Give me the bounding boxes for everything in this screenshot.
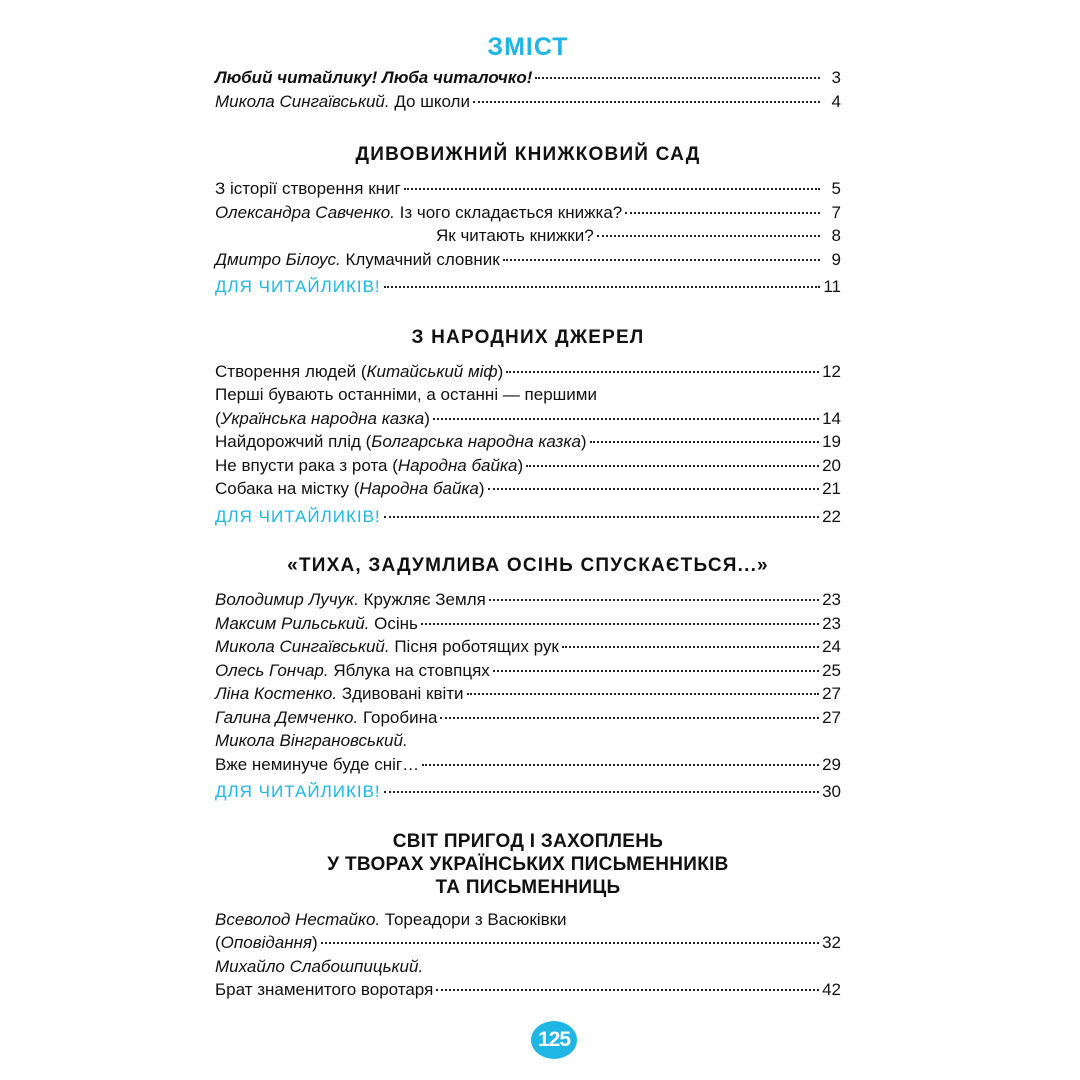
dot-leader	[436, 989, 819, 991]
toc-entry	[215, 90, 841, 114]
readers-label: ДЛЯ ЧИТАЙЛИКІВ!	[215, 782, 381, 801]
entry-title: До школи	[389, 91, 470, 111]
dot-leader	[489, 599, 819, 601]
toc-entry: (Оповідання) 32	[215, 931, 841, 955]
toc-entry	[215, 682, 841, 706]
toc-entry	[215, 177, 841, 201]
page-ref: 22	[822, 506, 841, 526]
toc-entry	[215, 706, 841, 730]
entry-author: Володимир Лучук.	[215, 590, 359, 609]
page-number-badge: 125	[531, 1021, 577, 1059]
dot-leader	[421, 623, 819, 625]
page-ref: 14	[822, 408, 841, 428]
entry-author: Максим Рильський.	[215, 613, 370, 633]
page-ref: 7	[831, 202, 841, 222]
dot-leader	[467, 693, 820, 695]
dot-leader	[503, 259, 820, 261]
dot-leader	[506, 371, 819, 373]
toc-entry	[215, 753, 841, 777]
entry-author: Ліна Костенко.	[215, 684, 338, 703]
section-heading: «ТИХА, ЗАДУМЛИВА ОСІНЬ СПУСКАЄТЬСЯ...»	[287, 555, 769, 576]
entry-title: З історії створення книг	[215, 179, 401, 198]
toc-entry	[215, 659, 841, 683]
entry-title: Пісня роботящих рук	[389, 637, 559, 656]
entry-title: Яблука на стовпцях	[328, 660, 490, 680]
page-ref: 3	[831, 68, 841, 87]
toc-entry	[215, 248, 841, 272]
entry-title: Здивовані квіти	[337, 684, 464, 703]
page-ref: 27	[822, 707, 841, 727]
readers-label: ДЛЯ ЧИТАЙЛИКІВ!	[215, 277, 381, 296]
page-ref: 30	[822, 782, 841, 801]
toc-entry: (Українська народна казка) 14	[215, 407, 841, 431]
page-title: ЗМІСТ	[487, 33, 569, 61]
page-ref: 21	[822, 479, 841, 498]
entry-title: Тореадори з Васюківки	[380, 909, 567, 929]
readers-label: ДЛЯ ЧИТАЙЛИКІВ!	[215, 506, 381, 526]
dot-leader	[562, 646, 819, 648]
entry-title: Вже неминуче буде сніг…	[215, 754, 420, 774]
entry-author: Галина Демченко.	[215, 707, 359, 727]
toc-entry: Собака на містку (Народна байка) 21	[215, 477, 841, 501]
dot-leader	[321, 942, 819, 944]
toc-entry	[215, 612, 841, 636]
entry-author: Дмитро Білоус.	[215, 249, 341, 269]
entry-title: Як читають книжки?	[436, 226, 594, 245]
page-ref: 23	[822, 590, 841, 609]
page-ref: 25	[822, 660, 841, 680]
dot-leader	[535, 77, 820, 79]
entry-title: Кружляє Земля	[358, 590, 486, 609]
dot-leader	[597, 235, 820, 237]
dot-leader	[488, 488, 820, 490]
dot-leader	[384, 791, 819, 793]
toc-entry-readers	[215, 780, 841, 804]
dot-leader	[625, 212, 820, 214]
page-ref: 9	[831, 249, 841, 269]
dot-leader	[422, 764, 819, 766]
toc-entry: Не впусти рака з рота (Народна байка) 20	[215, 454, 841, 478]
entry-author: Микола Сингаївський.	[215, 637, 390, 656]
page-ref: 32	[822, 933, 841, 952]
page-ref: 24	[822, 637, 841, 656]
dot-leader	[404, 188, 820, 190]
toc-entry	[215, 66, 841, 90]
dot-leader	[526, 465, 819, 467]
entry-author: Олександра Савченко.	[215, 202, 395, 222]
page-ref: 11	[823, 277, 841, 296]
page-ref: 8	[831, 226, 841, 245]
page-ref: 29	[822, 754, 841, 774]
page-ref: 42	[822, 980, 841, 999]
dot-leader	[493, 670, 819, 672]
entry-title-line	[215, 908, 841, 932]
toc-entry: Створення людей (Китайський міф) 12	[215, 360, 841, 384]
dot-leader	[440, 717, 819, 719]
page-ref: 20	[822, 455, 841, 475]
entry-title-line: Перші бувають останніми, а останні — першими	[215, 385, 597, 404]
section-heading: СВІТ ПРИГОД І ЗАХОПЛЕНЬ У ТВОРАХ УКРАЇНСЬКИХ ПИСЬМЕННИКІВ ТА ПИСЬМЕННИЦЬ	[327, 830, 729, 898]
entry-title: Осінь	[369, 613, 418, 633]
page-ref: 5	[831, 179, 841, 198]
entry-author: Олесь Гончар.	[215, 660, 329, 680]
entry-title: Любий читайлику! Люба читалочко!	[215, 68, 533, 87]
toc-entry: Найдорожчий плід (Болгарська народна казка) 19	[215, 430, 841, 454]
toc-entry	[215, 635, 841, 659]
entry-title: Із чого складається книжка?	[394, 202, 623, 222]
dot-leader	[590, 441, 820, 443]
dot-leader	[384, 286, 820, 288]
dot-leader	[384, 516, 819, 518]
toc-entry	[215, 978, 841, 1002]
toc-entry	[215, 201, 841, 225]
section-heading: З НАРОДНИХ ДЖЕРЕЛ	[411, 326, 645, 348]
page-ref: 27	[822, 684, 841, 703]
toc-entry	[215, 588, 841, 612]
page-ref: 12	[822, 361, 841, 381]
page-ref: 4	[831, 91, 841, 111]
dot-leader	[473, 101, 820, 103]
entry-author: Михайло Слабошпицький.	[215, 956, 424, 976]
section-heading: ДИВОВИЖНИЙ КНИЖКОВИЙ САД	[355, 144, 701, 165]
entry-title: Брат знаменитого воротаря	[215, 980, 434, 999]
dot-leader	[433, 418, 819, 420]
table-of-contents	[215, 28, 841, 1002]
entry-author: Микола Вінграновський.	[215, 731, 408, 750]
entry-title: Горобина	[358, 707, 438, 727]
toc-entry-readers	[215, 505, 841, 529]
entry-author: Всеволод Нестайко.	[215, 909, 381, 929]
toc-entry-readers	[215, 275, 841, 299]
entry-title: Клумачний словник	[340, 249, 500, 269]
entry-author: Микола Сингаївський.	[215, 91, 390, 111]
page-ref: 19	[822, 432, 841, 451]
toc-entry	[215, 224, 841, 248]
page-ref: 23	[822, 613, 841, 633]
